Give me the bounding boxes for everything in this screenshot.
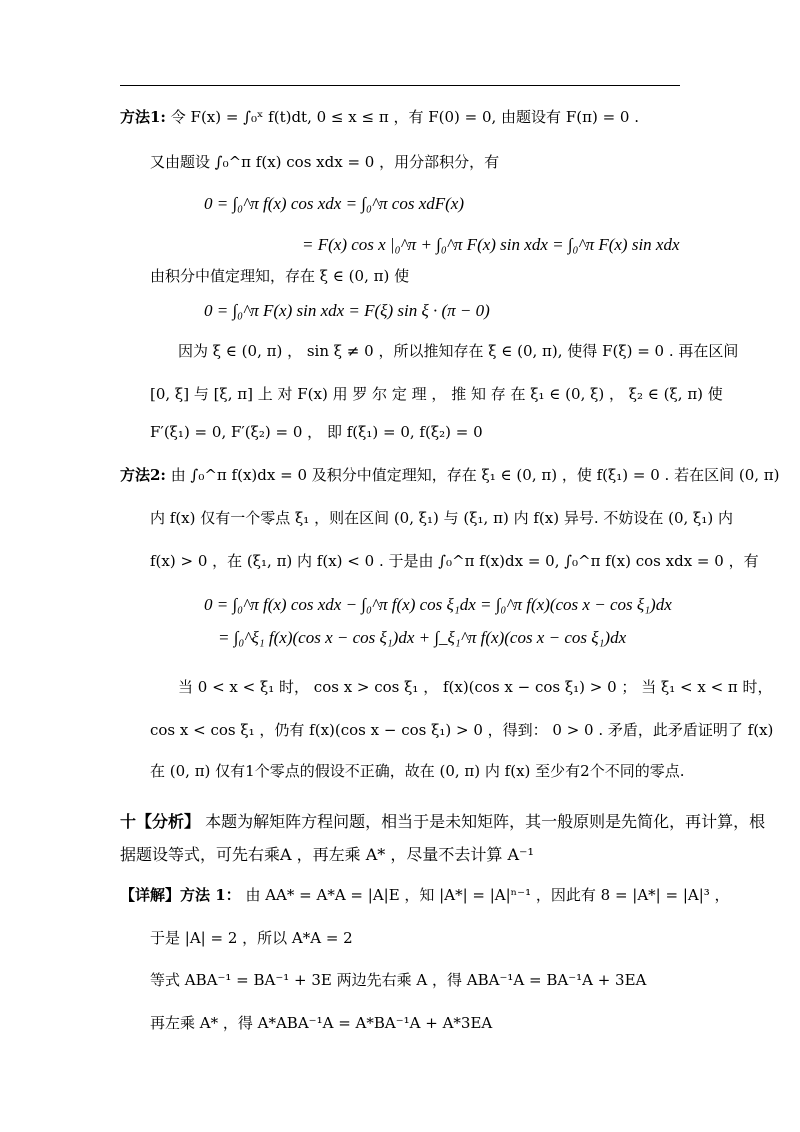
method2-line1	[120, 464, 780, 486]
paragraph-line-6: F′(ξ₁) = 0, F′(ξ₂) = 0 ， 即 f(ξ₁) = 0, f(ξ₂) = 0	[150, 423, 483, 441]
section10-heading-text: 本题为解矩阵方程问题，相当于是未知矩阵，其一般原则是先简化，再计算，根	[205, 812, 766, 831]
method2-line3: f(x) > 0 ，在 (ξ₁, π) 内 f(x) < 0 . 于是由 ∫₀^π f(x)dx = 0, ∫₀^π f(x) cos xdx = 0 ，有	[150, 552, 759, 570]
section10-line6: 再左乘 A* ，得 A*ABA⁻¹A = A*BA⁻¹A + A*3EA	[150, 1014, 493, 1032]
paragraph-line-5: [0, ξ] 与 [ξ, π] 上 对 F(x) 用 罗 尔 定 理 ， 推 知 存 在 ξ₁ ∈ (0, ξ) ， ξ₂ ∈ (ξ, π) 使	[150, 385, 723, 403]
section10-heading	[120, 811, 765, 833]
section10-heading-label: 十【分析】	[120, 812, 201, 831]
section10-detail-label: 【详解】方法 1：	[120, 886, 241, 904]
equation-1: 0 = ∫₀^π f(x) cos xdx = ∫₀^π cos xdF(x)	[204, 194, 465, 213]
mean-value-line: 由积分中值定理知，存在 ξ ∈ (0, π) 使	[150, 267, 410, 285]
method2-line4: 当 0 < x < ξ₁ 时， cos x > cos ξ₁ ， f(x)(cos x − cos ξ₁) > 0 ； 当 ξ₁ < x < π 时，	[178, 678, 773, 696]
paragraph-line-4: 因为 ξ ∈ (0, π) ， sin ξ ≠ 0 ，所以推知存在 ξ ∈ (0, π), 使得 F(ξ) = 0 . 再在区间	[178, 342, 739, 360]
method2-label: 方法2:	[120, 466, 166, 484]
equation-2: = F(x) cos x |₀^π + ∫₀^π F(x) sin xdx = ∫₀^π F(x) sin xdx	[302, 235, 680, 254]
method2-line1-text: 由 ∫₀^π f(x)dx = 0 及积分中值定理知，存在 ξ₁ ∈ (0, π) ，使 f(ξ₁) = 0 . 若在区间 (0, π)	[170, 466, 780, 484]
method1-label: 方法1:	[120, 108, 166, 126]
method2-line5: cos x < cos ξ₁ ，仍有 f(x)(cos x − cos ξ₁) > 0 ，得到： 0 > 0 . 矛盾，此矛盾证明了 f(x)	[150, 721, 774, 739]
method2-line2: 内 f(x) 仅有一个零点 ξ₁ ，则在区间 (0, ξ₁) 与 (ξ₁, π) 内 f(x) 异号. 不妨设在 (0, ξ₁) 内	[150, 509, 733, 527]
method2-line6: 在 (0, π) 仅有1个零点的假设不正确，故在 (0, π) 内 f(x) 至少有2个不同的零点.	[150, 762, 685, 780]
section10-line5: 等式 ABA⁻¹ = BA⁻¹ + 3E 两边先右乘 A ，得 ABA⁻¹A = BA⁻¹A + 3EA	[150, 971, 647, 989]
equation-3: 0 = ∫₀^π F(x) sin xdx = F(ξ) sin ξ · (π − 0)	[204, 301, 490, 320]
section10-detail-line	[120, 884, 730, 906]
method1-line1-text: 令 F(x) = ∫₀ˣ f(t)dt, 0 ≤ x ≤ π ，有 F(0) = 0, 由题设有 F(π) = 0 .	[170, 108, 639, 126]
section10-line2: 据题设等式，可先右乘A ，再左乘 A* ，尽量不去计算 A⁻¹	[120, 845, 534, 864]
section10-line4: 于是 |A| = 2 ，所以 A*A = 2	[150, 929, 353, 947]
integration-by-parts-line: 又由题设 ∫₀^π f(x) cos xdx = 0 ，用分部积分，有	[150, 153, 500, 171]
header-rule	[120, 85, 680, 86]
section10-detail-text: 由 AA* = A*A = |A|E ，知 |A*| = |A|ⁿ⁻¹ ，因此有 8 = |A*| = |A|³ ，	[245, 886, 730, 904]
method1-line1	[120, 106, 639, 128]
method2-equation-2: = ∫₀^ξ₁ f(x)(cos x − cos ξ₁)dx + ∫_ξ₁^π f(x)(cos x − cos ξ₁)dx	[218, 628, 627, 647]
method2-equation-1: 0 = ∫₀^π f(x) cos xdx − ∫₀^π f(x) cos ξ₁dx = ∫₀^π f(x)(cos x − cos ξ₁)dx	[204, 595, 672, 614]
